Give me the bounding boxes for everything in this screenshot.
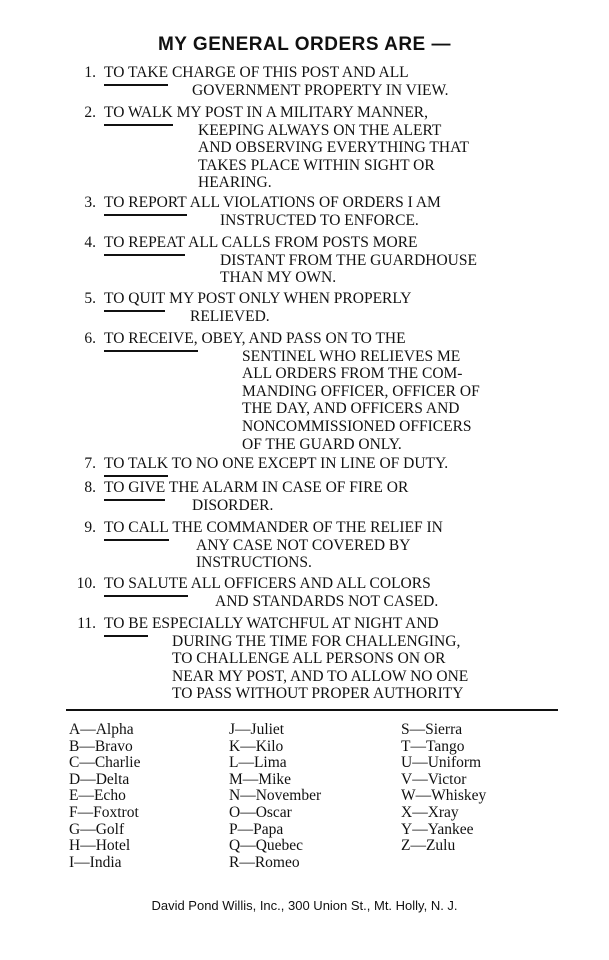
alphabet-column: [229, 722, 321, 871]
phonetic-word: O—Oscar: [229, 803, 292, 821]
order-text: ESPECIALLY WATCHFUL AT NIGHT AND: [151, 615, 439, 632]
order-number: 8.: [84, 479, 96, 496]
phonetic-word: H—Hotel: [69, 837, 131, 855]
order-first-line: [104, 519, 443, 537]
order-text: ALL VIOLATIONS OF ORDERS I AM: [189, 194, 441, 211]
order-keyword: TO BE: [104, 615, 149, 632]
phonetic-word: K—Kilo: [229, 737, 284, 755]
phonetic-word: S—Sierra: [401, 721, 463, 738]
order-continuation-line: RELIEVED.: [190, 307, 270, 325]
order-keyword: TO TAKE: [104, 64, 169, 81]
phonetic-word: J—Juliet: [229, 721, 285, 738]
order-number: 11.: [77, 615, 96, 632]
order-first-line: [104, 615, 439, 633]
order-number: 9.: [84, 519, 96, 536]
alphabet-column: [69, 722, 140, 871]
order-number: 2.: [84, 104, 96, 121]
phonetic-word: Y—Yankee: [401, 820, 474, 838]
order-keyword: TO REPORT: [104, 194, 187, 211]
order-text: ALL OFFICERS AND ALL COLORS: [190, 575, 431, 592]
order-continuation-line: HEARING.: [198, 174, 272, 192]
order-number: 10.: [76, 575, 96, 592]
order-continuation-line: THE DAY, AND OFFICERS AND: [242, 400, 460, 418]
phonetic-word: U—Uniform: [401, 754, 482, 772]
phonetic-word: V—Victor: [401, 770, 467, 788]
order-first-line: [104, 194, 441, 212]
phonetic-word: E—Echo: [69, 787, 126, 805]
order-text: MY POST IN A MILITARY MANNER,: [176, 104, 429, 121]
order-continuation-line: DISORDER.: [192, 496, 274, 514]
order-first-line: [104, 575, 431, 593]
phonetic-word: R—Romeo: [229, 853, 300, 871]
order-continuation-line: ANY CASE NOT COVERED BY: [196, 536, 411, 554]
phonetic-word: P—Papa: [229, 820, 284, 838]
order-continuation-line: NONCOMMISSIONED OFFICERS: [242, 418, 472, 435]
order-continuation-line: AND OBSERVING EVERYTHING THAT: [198, 139, 470, 157]
phonetic-word: D—Delta: [69, 770, 130, 788]
order-keyword: TO SALUTE: [104, 575, 188, 592]
order-keyword: TO CALL: [104, 519, 169, 536]
alphabet-column: [401, 722, 486, 855]
phonetic-word: M—Mike: [229, 770, 291, 788]
order-continuation-line: AND STANDARDS NOT CASED.: [215, 592, 439, 610]
order-text: THE COMMANDER OF THE RELIEF IN: [172, 519, 443, 536]
order-continuation-line: NEAR MY POST, AND TO ALLOW NO ONE: [172, 667, 469, 685]
phonetic-word: B—Bravo: [69, 737, 133, 755]
order-keyword: TO RECEIVE,: [104, 330, 198, 347]
order-text: CHARGE OF THIS POST AND ALL: [171, 64, 409, 81]
order-continuation-line: INSTRUCTED TO ENFORCE.: [220, 211, 419, 229]
order-number: 3.: [84, 194, 96, 211]
order-first-line: [104, 330, 406, 348]
order-text: TO NO ONE EXCEPT IN LINE OF DUTY.: [171, 455, 449, 472]
order-continuation-line: INSTRUCTIONS.: [196, 554, 312, 572]
order-number: 5.: [84, 290, 96, 307]
publisher-footer: David Pond Willis, Inc., 300 Union St., Mt. Holly, N. J.: [151, 898, 458, 913]
order-first-line: [104, 64, 409, 82]
order-keyword: TO GIVE: [104, 479, 166, 496]
phonetic-word: W—Whiskey: [401, 787, 487, 805]
order-text: ALL CALLS FROM POSTS MORE: [188, 234, 418, 251]
order-continuation-line: DISTANT FROM THE GUARDHOUSE: [220, 251, 477, 269]
phonetic-word: X—Xray: [401, 803, 459, 821]
order-continuation-line: GOVERNMENT PROPERTY IN VIEW.: [192, 81, 449, 99]
phonetic-word: T—Tango: [401, 737, 465, 755]
order-first-line: [104, 479, 408, 497]
order-continuation-line: THAN MY OWN.: [220, 269, 337, 287]
phonetic-word: L—Lima: [229, 754, 287, 772]
order-continuation-line: TO PASS WITHOUT PROPER AUTHORITY: [172, 685, 464, 703]
order-continuation-line: DURING THE TIME FOR CHALLENGING,: [172, 632, 461, 650]
order-keyword: TO TALK: [104, 455, 169, 472]
order-continuation-line: MANDING OFFICER, OFFICER OF: [242, 382, 480, 400]
order-continuation-line: TO CHALLENGE ALL PERSONS ON OR: [172, 650, 446, 668]
phonetic-word: A—Alpha: [69, 721, 134, 738]
phonetic-word: N—November: [229, 787, 322, 805]
order-continuation-line: TAKES PLACE WITHIN SIGHT OR: [198, 156, 435, 174]
order-continuation-line: KEEPING ALWAYS ON THE ALERT: [198, 121, 442, 139]
page-title: MY GENERAL ORDERS ARE —: [157, 34, 452, 55]
order-number: 1.: [84, 64, 96, 81]
order-text: THE ALARM IN CASE OF FIRE OR: [168, 479, 409, 496]
order-keyword: TO QUIT: [104, 290, 166, 307]
order-keyword: TO WALK: [104, 104, 173, 121]
order-first-line: [104, 290, 412, 308]
phonetic-word: G—Golf: [69, 820, 125, 838]
order-keyword: TO REPEAT: [104, 234, 186, 251]
order-number: 6.: [84, 330, 96, 347]
order-continuation-line: OF THE GUARD ONLY.: [242, 435, 402, 453]
section-divider: [66, 709, 558, 711]
phonetic-word: F—Foxtrot: [69, 803, 139, 821]
order-continuation-line: ALL ORDERS FROM THE COM-: [242, 365, 463, 383]
order-first-line: [104, 104, 428, 122]
order-first-line: [104, 234, 418, 252]
phonetic-word: C—Charlie: [69, 754, 141, 772]
order-text: MY POST ONLY WHEN PROPERLY: [169, 290, 412, 307]
phonetic-word: Z—Zulu: [401, 837, 456, 855]
phonetic-word: I—India: [69, 853, 122, 871]
phonetic-word: Q—Quebec: [229, 837, 304, 855]
order-continuation-line: SENTINEL WHO RELIEVES ME: [242, 347, 461, 365]
order-number: 7.: [84, 455, 96, 472]
order-number: 4.: [84, 234, 96, 251]
order-first-line: [104, 455, 448, 473]
order-text: OBEY, AND PASS ON TO THE: [201, 330, 406, 347]
